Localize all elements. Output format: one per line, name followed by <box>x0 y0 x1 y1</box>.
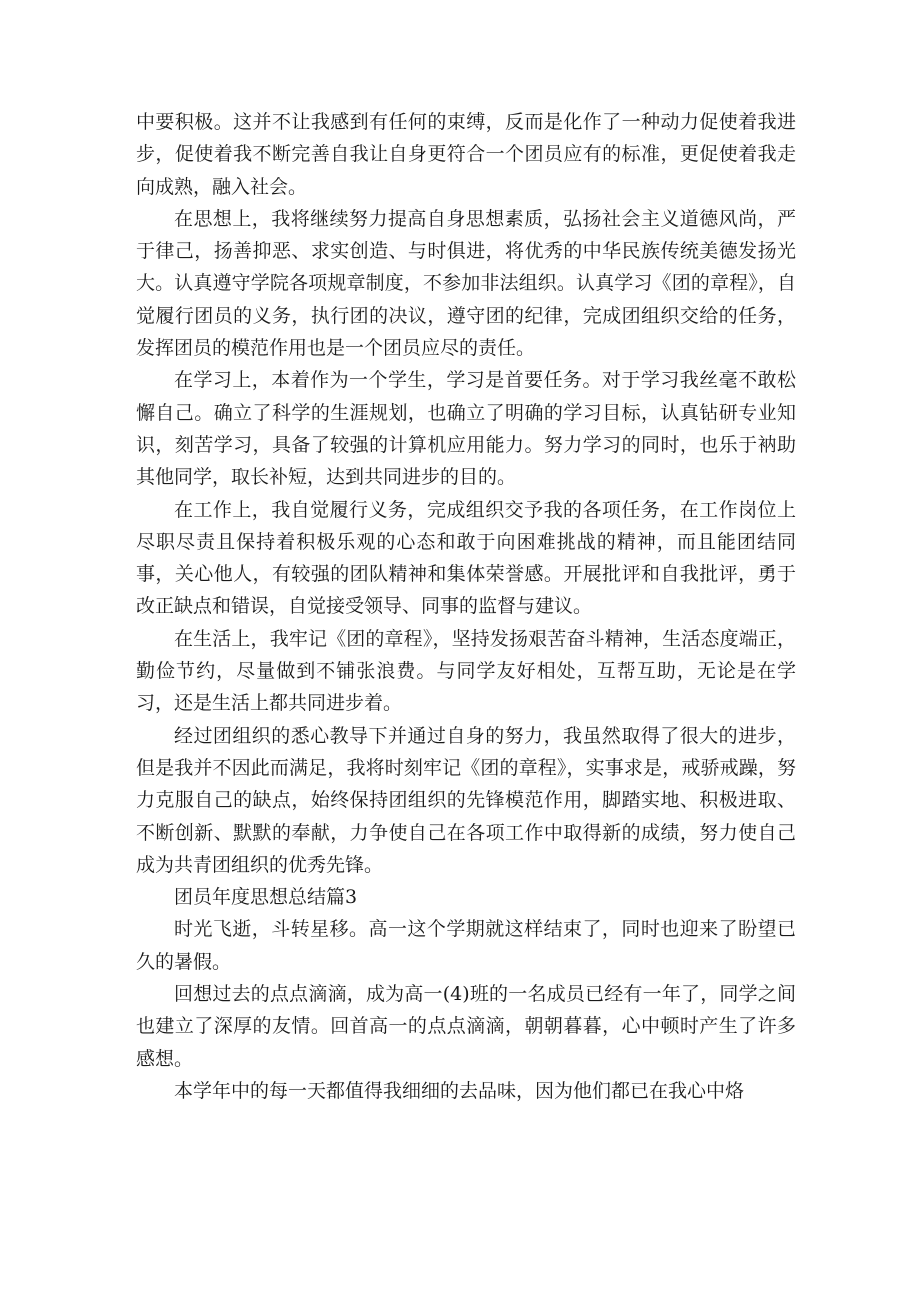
paragraph-work: 在工作上，我自觉履行义务，完成组织交予我的各项任务，在工作岗位上尽职尽责且保持着积极乐观的心态和敢于向困难挑战的精神，而且能团结同事，关心他人，有较强的团队精神和集体荣誉感。开展批评和自我批评，勇于改正缺点和错误，自觉接受领导、同事的监督与建议。 <box>136 498 796 618</box>
paragraph-conclusion: 经过团组织的悉心教导下并通过自身的努力，我虽然取得了很大的进步，但是我并不因此而满足，我将时刻牢记《团的章程》，实事求是，戒骄戒躁，努力克服自己的缺点，始终保持团组织的先锋模范作用，脚踏实地、积极进取、不断创新、默默的奉献，力争使自己在各项工作中取得新的成绩，努力使自己成为共青团组织的优秀先锋。 <box>136 724 796 876</box>
document-body <box>136 106 796 1107</box>
paragraph-continuation: 中要积极。这并不让我感到有任何的束缚，反而是化作了一种动力促使着我进步，促使着我不断完善自我让自身更符合一个团员应有的标准，更促使着我走向成熟，融入社会。 <box>136 111 796 198</box>
paragraph-thought: 在思想上，我将继续努力提高自身思想素质，弘扬社会主义道德风尚，严于律己，扬善抑恶、求实创造、与时俱进，将优秀的中华民族传统美德发扬光大。认真遵守学院各项规章制度，不参加非法组织。认真学习《团的章程》，自觉履行团员的义务，执行团的决议，遵守团的纪律，完成团组织交给的任务，发挥团员的模范作用也是一个团员应尽的责任。 <box>136 207 796 360</box>
paragraph-recall: 回想过去的点点滴滴，成为高一(4)班的一名成员已经有一年了，同学之间也建立了深厚的友情。回首高一的点点滴滴，朝朝暮暮，心中顿时产生了许多感想。 <box>136 983 796 1070</box>
paragraph-time-flies: 时光飞逝，斗转星移。高一这个学期就这样结束了，同时也迎来了盼望已久的暑假。 <box>136 918 796 973</box>
paragraph-study: 在学习上，本着作为一个学生，学习是首要任务。对于学习我丝毫不敢松懈自己。确立了科学的生涯规划，也确立了明确的学习目标，认真钻研专业知识，刻苦学习，具备了较强的计算机应用能力。努力学习的同时，也乐于衲助其他同学，取长补短，达到共同进步的目的。 <box>136 369 796 489</box>
section-title: 团员年度思想总结篇3 <box>174 886 358 909</box>
paragraph-school-year: 本学年中的每一天都值得我细细的去品味，因为他们都已在我心中烙 <box>174 1079 745 1102</box>
paragraph-life: 在生活上，我牢记《团的章程》，坚持发扬艰苦奋斗精神，生活态度端正，勤俭节约，尽量做到不铺张浪费。与同学友好相处，互帮互助，无论是在学习，还是生活上都共同进步着。 <box>136 627 796 715</box>
